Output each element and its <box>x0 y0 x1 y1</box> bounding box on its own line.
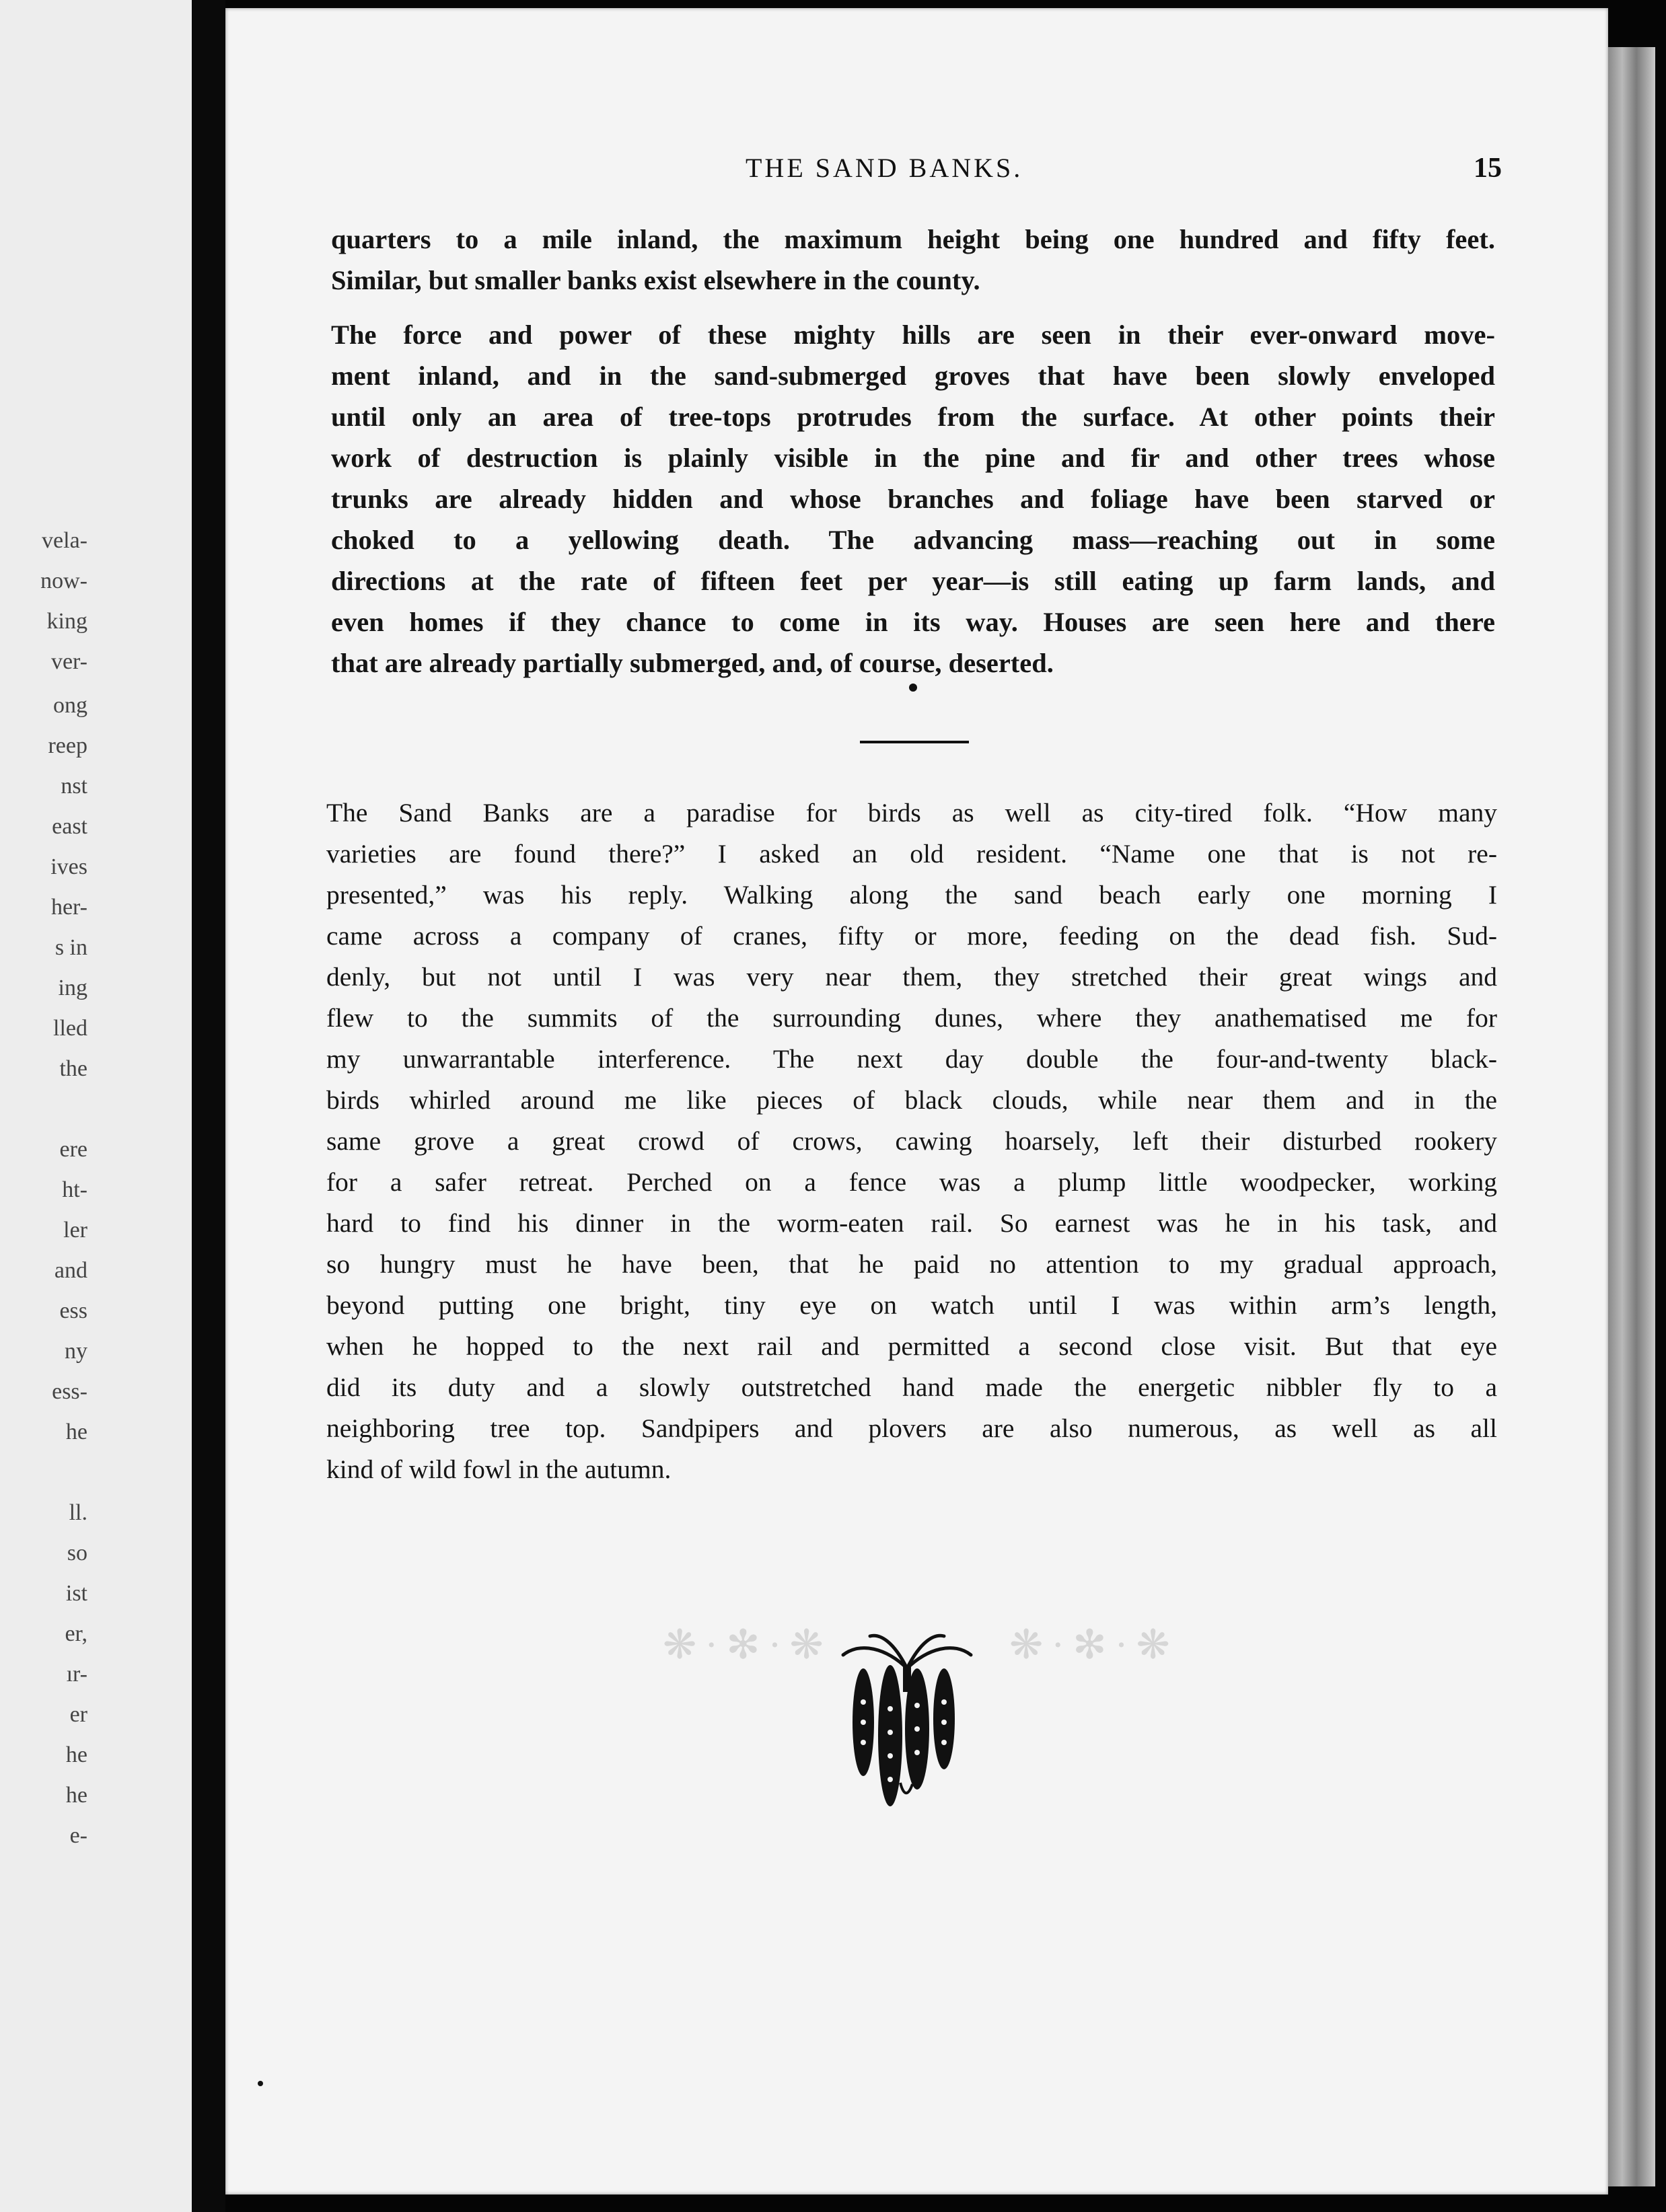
text-line: came across a company of cranes, fifty or more, feeding on the dead fish. Sud- <box>326 921 1497 951</box>
faint-ornament-left: ❋·✻·❋ <box>663 1623 832 1667</box>
left-page-fragment: ver- <box>50 649 87 674</box>
text-line: denly, but not until I was very near them, they stretched their great wings and <box>326 962 1497 992</box>
left-page-fragment: east <box>52 814 87 839</box>
text-line: even homes if they chance to come in its way. Houses are seen here and there <box>331 607 1495 637</box>
text-line: that are already partially submerged, and, of course, deserted. <box>331 648 1054 678</box>
left-page-fragment: ives <box>50 854 87 879</box>
left-page-fragment: ess <box>59 1298 87 1323</box>
left-page-fragment: reep <box>48 733 87 758</box>
text-line: The Sand Banks are a paradise for birds as well as city-tired folk. “How many <box>326 798 1497 827</box>
text-line: when he hopped to the next rail and permitted a second close visit. But that eye <box>326 1331 1497 1361</box>
left-page-fragment: now- <box>40 568 87 593</box>
left-page-fragment: s in <box>55 935 87 960</box>
left-page-fragment: e- <box>69 1823 87 1848</box>
left-page-fragment: ing <box>58 975 87 1000</box>
left-page-fragment: lled <box>53 1016 87 1041</box>
left-page-fragment: vela- <box>42 528 87 553</box>
left-page-fragment: er, <box>65 1621 87 1646</box>
left-page-fragment: and <box>54 1258 87 1283</box>
text-line: my unwarrantable interference. The next day double the four-and-twenty black- <box>326 1044 1497 1074</box>
text-line: hard to find his dinner in the worm-eaten rail. So earnest was he in his task, and <box>326 1208 1497 1238</box>
left-page-fragment: ist <box>65 1581 87 1606</box>
ink-speck <box>909 684 917 692</box>
left-page-fragment: ht- <box>62 1177 87 1202</box>
text-line: directions at the rate of fifteen feet per year—is still eating up farm lands, and <box>331 566 1495 596</box>
left-page-fragment: he <box>65 1742 87 1767</box>
palm-tree-ornament-icon <box>833 1628 981 1823</box>
left-page-fragment: nst <box>61 774 87 799</box>
text-line: ment inland, and in the sand-submerged groves that have been slowly enveloped <box>331 361 1495 391</box>
text-line: birds whirled around me like pieces of black clouds, while near them and in the <box>326 1085 1497 1115</box>
left-page-fragment: the <box>59 1056 87 1081</box>
text-line: did its duty and a slowly outstretched hand made the energetic nibbler fly to a <box>326 1372 1497 1402</box>
left-page-fragment: ere <box>59 1137 87 1162</box>
left-page-fragment: ler <box>63 1218 87 1243</box>
left-page-fragment: he <box>65 1783 87 1808</box>
running-header: THE SAND BANKS. <box>746 153 1023 183</box>
text-line: presented,” was his reply. Walking along the sand beach early one morning I <box>326 880 1497 910</box>
text-line: so hungry must he have been, that he paid no attention to my gradual approach, <box>326 1249 1497 1279</box>
text-line: flew to the summits of the surrounding dunes, where they anathematised me for <box>326 1003 1497 1033</box>
text-line: quarters to a mile inland, the maximum height being one hundred and fifty feet. <box>331 224 1495 254</box>
left-page-text-fragments <box>0 528 87 2008</box>
left-page-fragment: ll. <box>69 1500 87 1525</box>
page-number: 15 <box>1474 153 1502 184</box>
text-line: choked to a yellowing death. The advancing mass—reaching out in some <box>331 525 1495 555</box>
left-page-fragment: king <box>46 609 87 634</box>
text-line: The force and power of these mighty hills are seen in their ever-onward move- <box>331 320 1495 350</box>
text-line: beyond putting one bright, tiny eye on watch until I was within arm’s length, <box>326 1290 1497 1320</box>
paragraph-1 <box>331 219 1495 301</box>
left-page-fragment: her- <box>50 895 87 920</box>
section-divider <box>860 741 969 743</box>
text-line: trunks are already hidden and whose branches and foliage have been starved or <box>331 484 1495 514</box>
text-line: neighboring tree top. Sandpipers and plovers are also numerous, as well as all <box>326 1413 1497 1443</box>
left-page-fragment: ny <box>65 1339 87 1364</box>
paragraph-3 <box>326 792 1497 1490</box>
text-line: work of destruction is plainly visible in the pine and fir and other trees whose <box>331 443 1495 473</box>
left-page <box>0 0 192 2212</box>
text-line: same grove a great crowd of crows, cawing hoarsely, left their disturbed rookery <box>326 1126 1497 1156</box>
text-line: until only an area of tree-tops protrudes from the surface. At other points their <box>331 402 1495 432</box>
paragraph-2 <box>331 314 1495 684</box>
left-page-fragment: ong <box>53 693 87 718</box>
left-page-fragment: ır- <box>66 1662 87 1687</box>
faint-ornament-right: ❋·✻·❋ <box>1009 1623 1178 1667</box>
left-page-fragment: ess- <box>52 1379 87 1404</box>
book-gutter <box>192 0 225 2212</box>
text-line: varieties are found there?” I asked an old resident. “Name one that is not re- <box>326 839 1497 869</box>
left-page-fragment: he <box>65 1420 87 1444</box>
page-edge <box>1608 47 1655 2186</box>
text-line: Similar, but smaller banks exist elsewhere in the county. <box>331 265 980 295</box>
ink-speck <box>258 2081 263 2086</box>
left-page-fragment: er <box>69 1702 87 1727</box>
text-line: kind of wild fowl in the autumn. <box>326 1454 672 1484</box>
text-line: for a safer retreat. Perched on a fence was a plump little woodpecker, working <box>326 1167 1497 1197</box>
left-page-fragment: so <box>67 1541 87 1565</box>
